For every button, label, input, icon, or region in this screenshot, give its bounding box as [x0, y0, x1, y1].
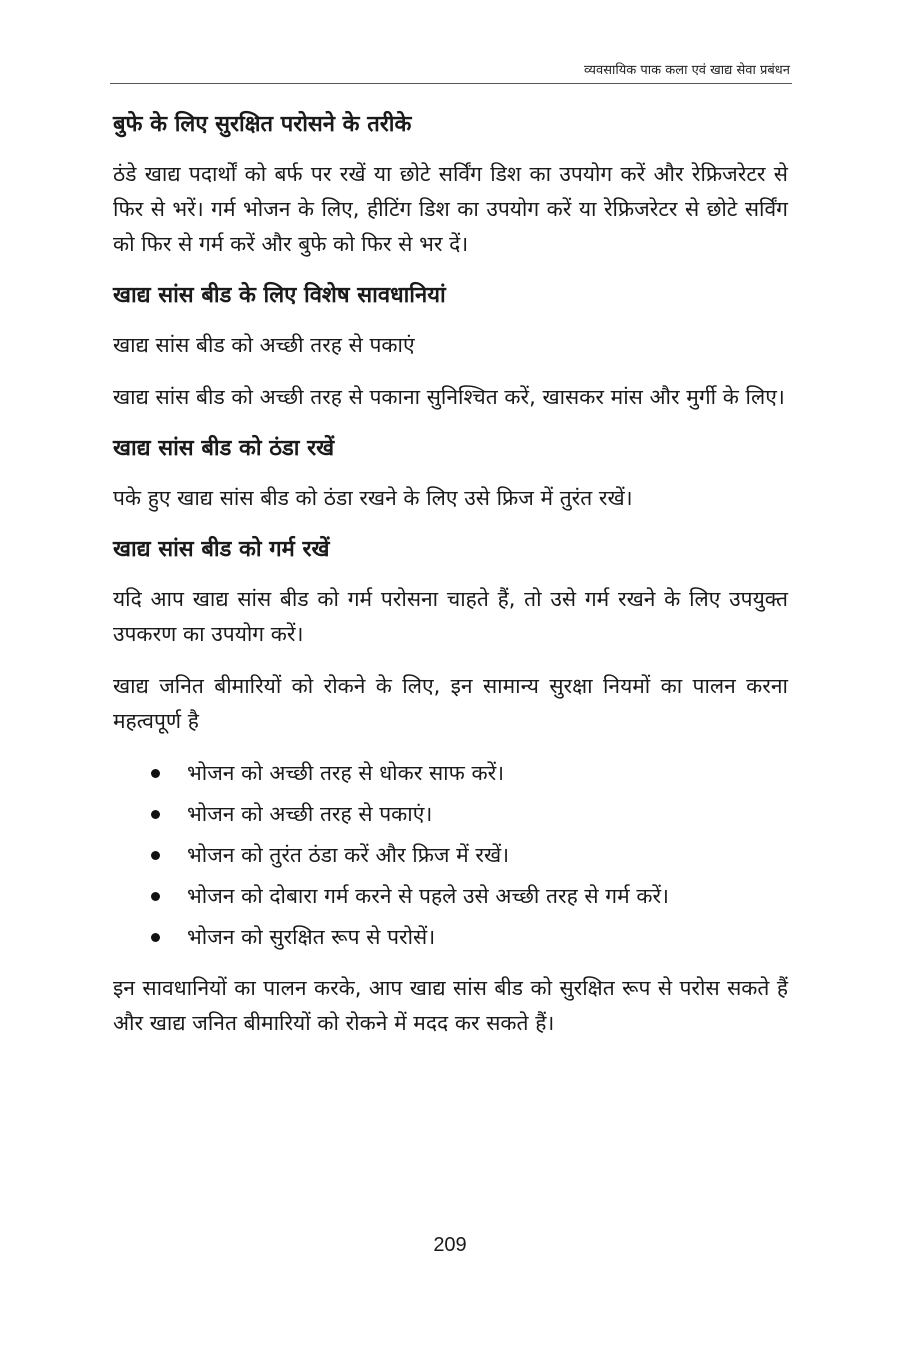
paragraph-safety-intro: खाद्य जनित बीमारियों को रोकने के लिए, इन सामान्य सुरक्षा नियमों का पालन करना महत्वपूर्ण है — [113, 674, 788, 733]
list-item-text: भोजन को सुरक्षित रूप से परोसें। — [187, 925, 436, 949]
closing-paragraph: इन सावधानियों का पालन करके, आप खाद्य सांस बीड को सुरक्षित रूप से परोस सकते हैं और खाद्य जनित बीमारियों को रोकने में मदद कर सकते हैं। — [113, 976, 788, 1035]
section-heading-keep-cold: खाद्य सांस बीड को ठंडा रखें — [113, 436, 335, 461]
paragraph-buffet: ठंडे खाद्य पदार्थों को बर्फ पर रखें या छोटे सर्विंग डिश का उपयोग करें और रेफ्रिजरेटर से फिर से भरें। गर्म भोजन के लिए, हीटिंग डिश का उपयोग करें या रेफ्रिजरेटर से छोटे सर्विंग को फिर से गर्म करें और बुफे को फिर से भर दें। — [113, 162, 788, 256]
section-heading-buffet: बुफे के लिए सुरक्षित परोसने के तरीके — [113, 112, 412, 137]
list-item-text: भोजन को अच्छी तरह से पकाएं। — [187, 802, 433, 826]
bullet-icon — [151, 892, 160, 901]
list-item-text: भोजन को अच्छी तरह से धोकर साफ करें। — [187, 761, 505, 785]
header-rule — [110, 83, 792, 84]
page-content — [113, 108, 788, 1058]
list-item — [113, 756, 788, 791]
list-item — [113, 879, 788, 914]
list-item — [113, 838, 788, 873]
paragraph-keep-hot: यदि आप खाद्य सांस बीड को गर्म परोसना चाहते हैं, तो उसे गर्म रखने के लिए उपयुक्त उपकरण का उपयोग करें। — [113, 587, 788, 646]
bullet-icon — [151, 933, 160, 942]
list-item — [113, 797, 788, 832]
list-item — [113, 920, 788, 955]
bullet-icon — [151, 769, 160, 778]
section-heading-precautions: खाद्य सांस बीड के लिए विशेष सावधानियां — [113, 283, 446, 308]
paragraph-keep-cold: पके हुए खाद्य सांस बीड को ठंडा रखने के लिए उसे फ्रिज में तुरंत रखें। — [113, 486, 633, 510]
page-number: 209 — [433, 1234, 467, 1256]
list-item-text: भोजन को दोबारा गर्म करने से पहले उसे अच्छी तरह से गर्म करें। — [187, 884, 670, 908]
running-header: व्यवसायिक पाक कला एवं खाद्य सेवा प्रबंधन — [584, 63, 790, 78]
paragraph-cook-well: खाद्य सांस बीड को अच्छी तरह से पकाएं — [113, 333, 415, 357]
list-item-text: भोजन को तुरंत ठंडा करें और फ्रिज में रखें। — [187, 843, 510, 867]
safety-rules-list — [113, 756, 788, 955]
bullet-icon — [151, 851, 160, 860]
paragraph-cook-details: खाद्य सांस बीड को अच्छी तरह से पकाना सुनिश्चित करें, खासकर मांस और मुर्गी के लिए। — [113, 385, 785, 409]
section-heading-keep-hot: खाद्य सांस बीड को गर्म रखें — [113, 537, 330, 562]
bullet-icon — [151, 810, 160, 819]
